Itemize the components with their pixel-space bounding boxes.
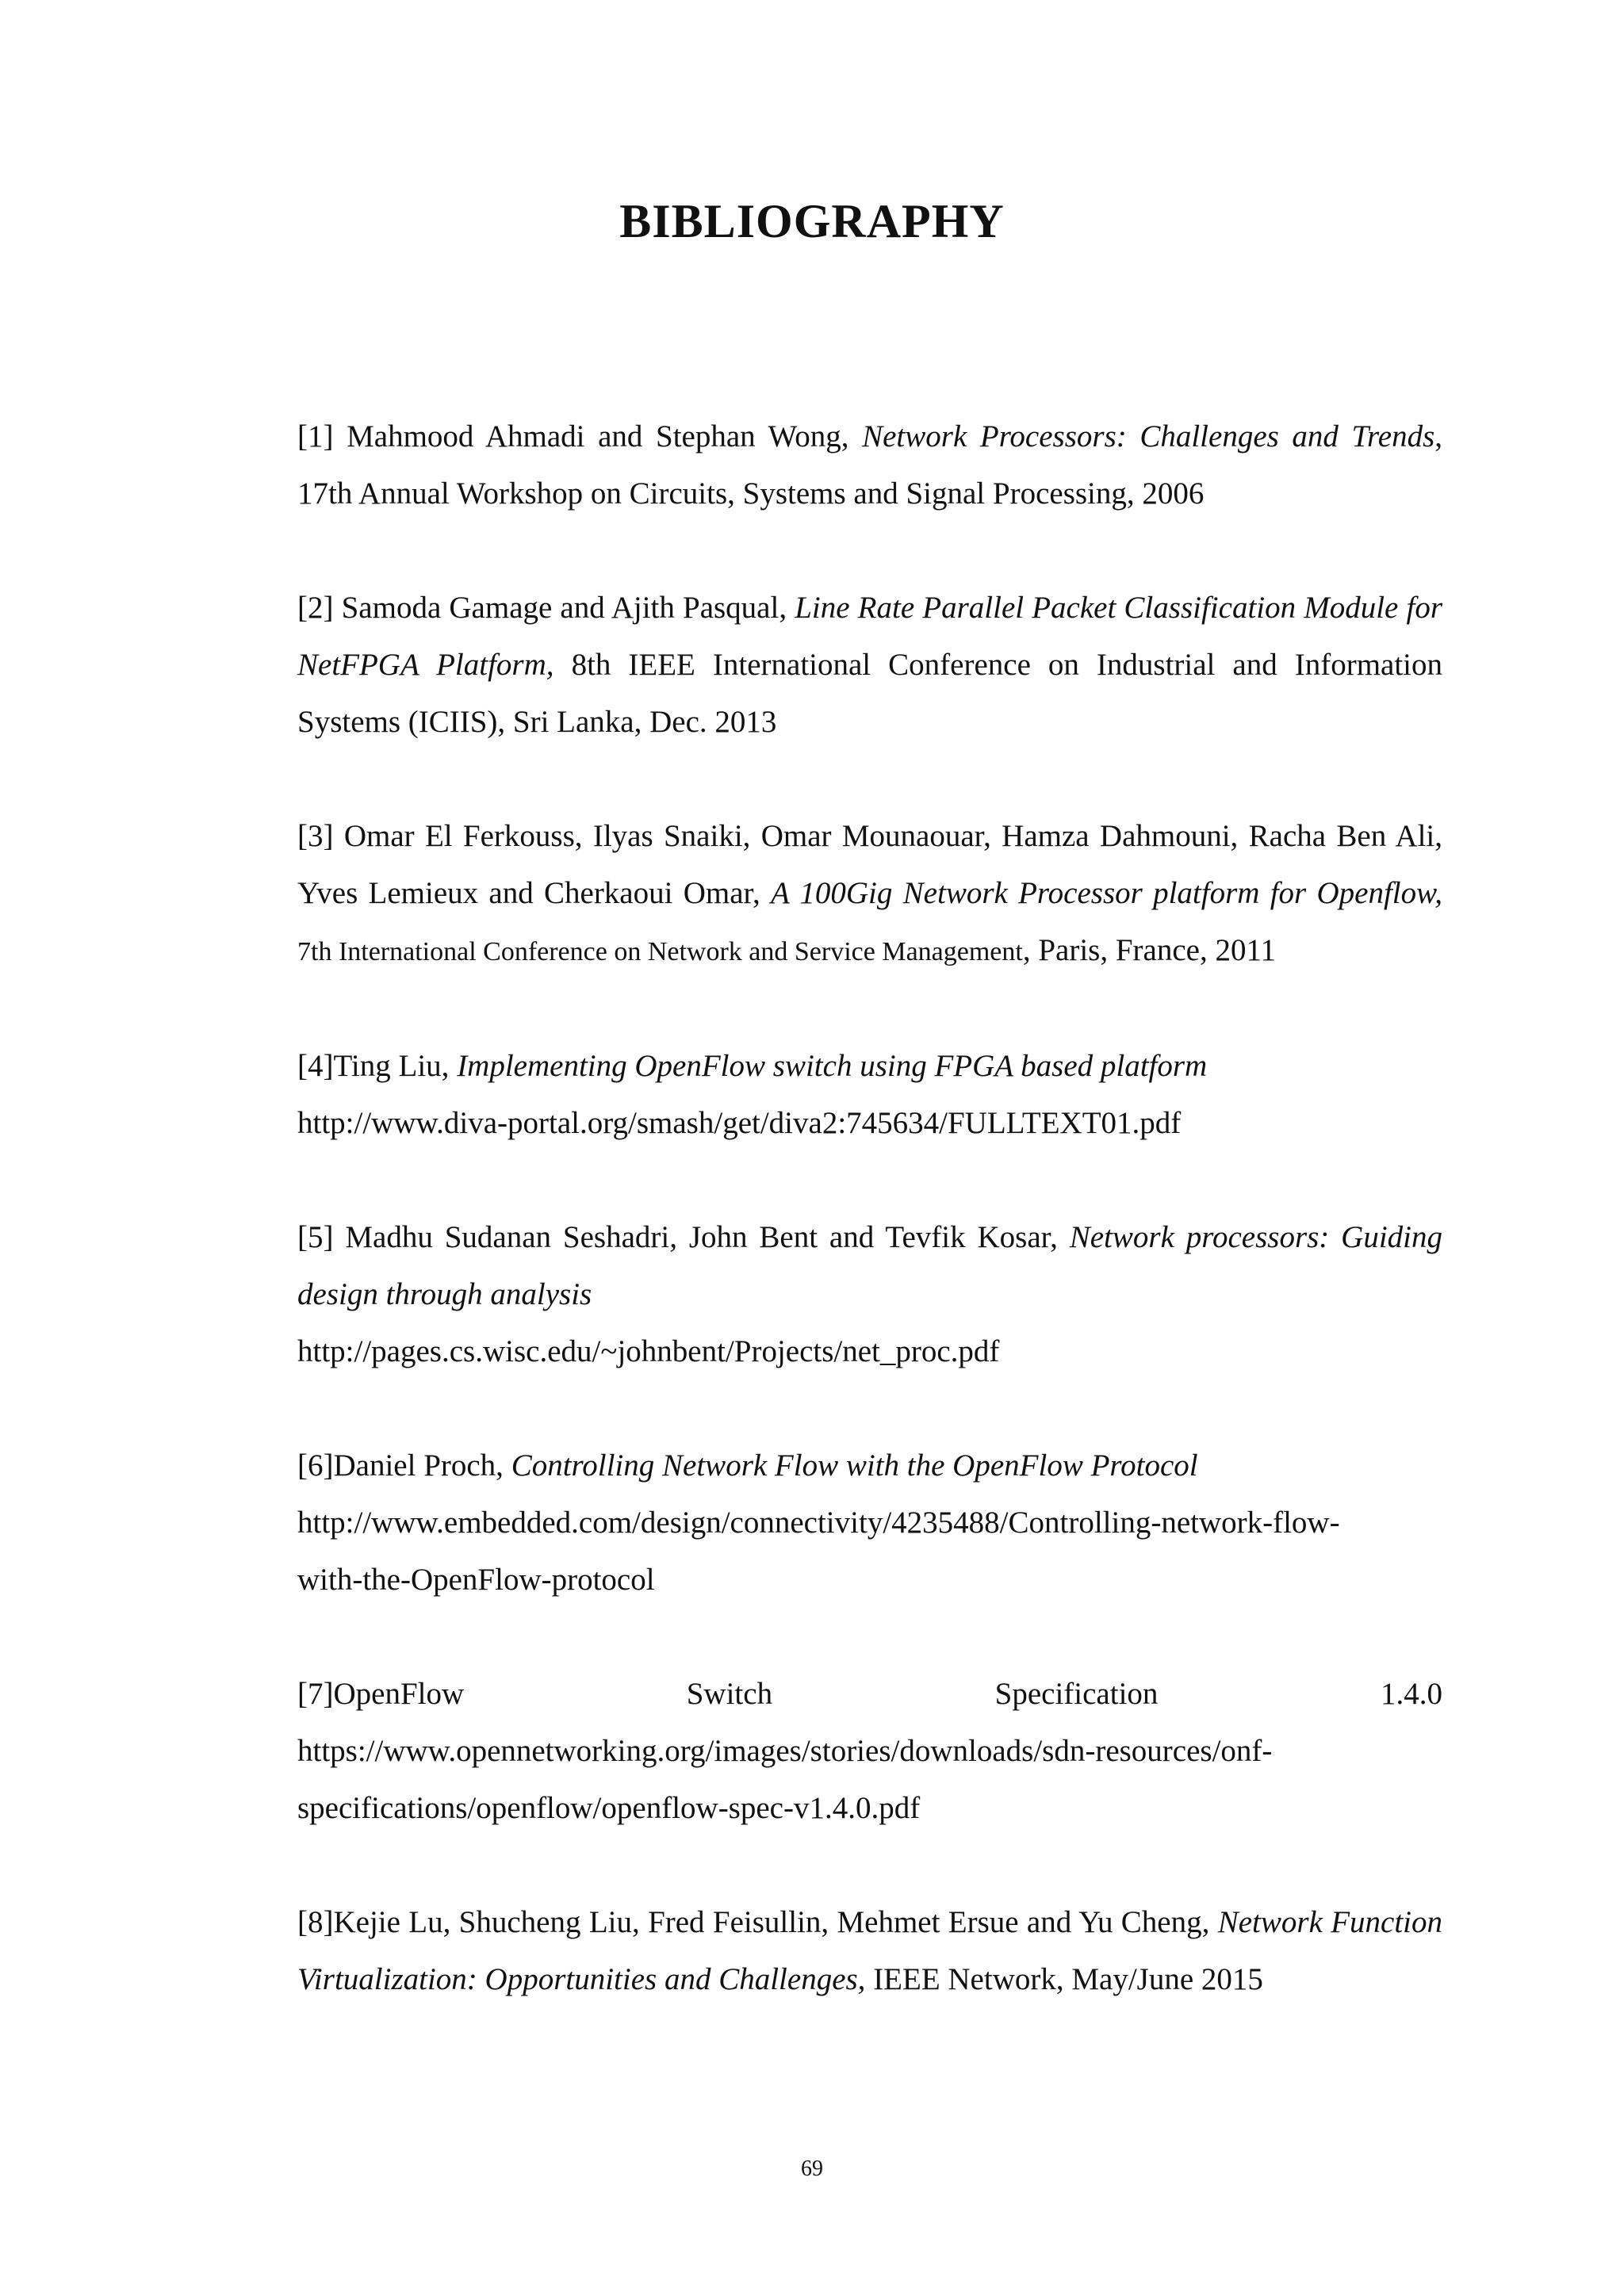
- reference-title: Line Rate Parallel Packet Classification Module for NetFPGA Platform,: [297, 591, 1443, 682]
- reference-label: [1]: [297, 419, 334, 453]
- reference-url[interactable]: http://www.diva-portal.org/smash/get/diva2:745634/FULLTEXT01.pdf: [297, 1106, 1182, 1140]
- reference-2: [297, 580, 1442, 751]
- reference-venue: IEEE Network, May/June 2015: [873, 1962, 1263, 1996]
- reference-label: [2]: [297, 591, 334, 625]
- reference-word: Switch: [686, 1677, 773, 1711]
- reference-venue-tail: , Paris, France, 2011: [1022, 933, 1277, 967]
- reference-1: [297, 408, 1442, 522]
- reference-authors: Kejie Lu, Shucheng Liu, Fred Feisullin, Mehmet Ersue and Yu Cheng,: [333, 1905, 1210, 1939]
- reference-3: [297, 808, 1442, 981]
- reference-label: [4]: [297, 1049, 334, 1083]
- reference-4: [297, 1038, 1442, 1152]
- reference-venue: 8th IEEE International Conference on Industrial and Information Systems (ICIIS), Sri Lanka, Dec. 2013: [297, 648, 1443, 739]
- reference-authors: Madhu Sudanan Seshadri, John Bent and Tevfik Kosar,: [345, 1220, 1058, 1254]
- reference-url[interactable]: http://pages.cs.wisc.edu/~johnbent/Projects/net_proc.pdf: [297, 1334, 1000, 1368]
- reference-title: Network Function Virtualization: Opportunities and Challenges,: [297, 1905, 1443, 1996]
- reference-7: [297, 1666, 1442, 1837]
- page-title: BIBLIOGRAPHY: [619, 195, 1005, 247]
- reference-label: [5]: [297, 1220, 334, 1254]
- reference-url-line-1[interactable]: http://www.embedded.com/design/connectivity/4235488/Controlling-network-flow-: [297, 1506, 1340, 1540]
- reference-label: [8]: [297, 1905, 334, 1939]
- reference-word: 1.4.0: [1381, 1677, 1442, 1711]
- reference-5: [297, 1209, 1442, 1380]
- reference-label: [6]: [297, 1448, 334, 1483]
- reference-url-line-2[interactable]: with-the-OpenFlow-protocol: [297, 1563, 655, 1597]
- reference-title: Implementing OpenFlow switch using FPGA based platform: [457, 1049, 1208, 1083]
- reference-authors: Ting Liu,: [333, 1049, 450, 1083]
- reference-url-line-1[interactable]: https://www.opennetworking.org/images/stories/downloads/sdn-resources/onf-: [297, 1734, 1273, 1768]
- reference-title: Controlling Network Flow with the OpenFlow Protocol: [511, 1448, 1198, 1483]
- page-number: 69: [801, 2156, 823, 2181]
- reference-label: [7]: [297, 1677, 334, 1711]
- reference-title: A 100Gig Network Processor platform for Openflow,: [771, 876, 1443, 910]
- reference-venue: , 17th Annual Workshop on Circuits, Systems and Signal Processing, 2006: [297, 419, 1443, 511]
- reference-authors: Daniel Proch,: [333, 1448, 504, 1483]
- reference-title: Network Processors: Challenges and Trends: [862, 419, 1435, 453]
- reference-url-line-2[interactable]: specifications/openflow/openflow-spec-v1.4.0.pdf: [297, 1791, 921, 1825]
- reference-venue: 7th International Conference on Network and Service Management: [297, 937, 1023, 966]
- reference-title: Network processors: Guiding design through analysis: [297, 1220, 1443, 1311]
- reference-6: [297, 1437, 1442, 1609]
- reference-authors: Mahmood Ahmadi and Stephan Wong,: [347, 419, 849, 453]
- reference-list: [297, 408, 1442, 2065]
- reference-label: [3]: [297, 819, 334, 853]
- reference-word: Specification: [994, 1677, 1159, 1711]
- reference-authors: Omar El Ferkouss, Ilyas Snaiki, Omar Mounaouar, Hamza Dahmouni, Racha Ben Ali, Yves Lemieux and Cherkaoui Omar,: [297, 819, 1442, 910]
- reference-authors: Samoda Gamage and Ajith Pasqual,: [341, 591, 787, 625]
- reference-word: OpenFlow: [333, 1677, 465, 1711]
- reference-8: [297, 1894, 1442, 2008]
